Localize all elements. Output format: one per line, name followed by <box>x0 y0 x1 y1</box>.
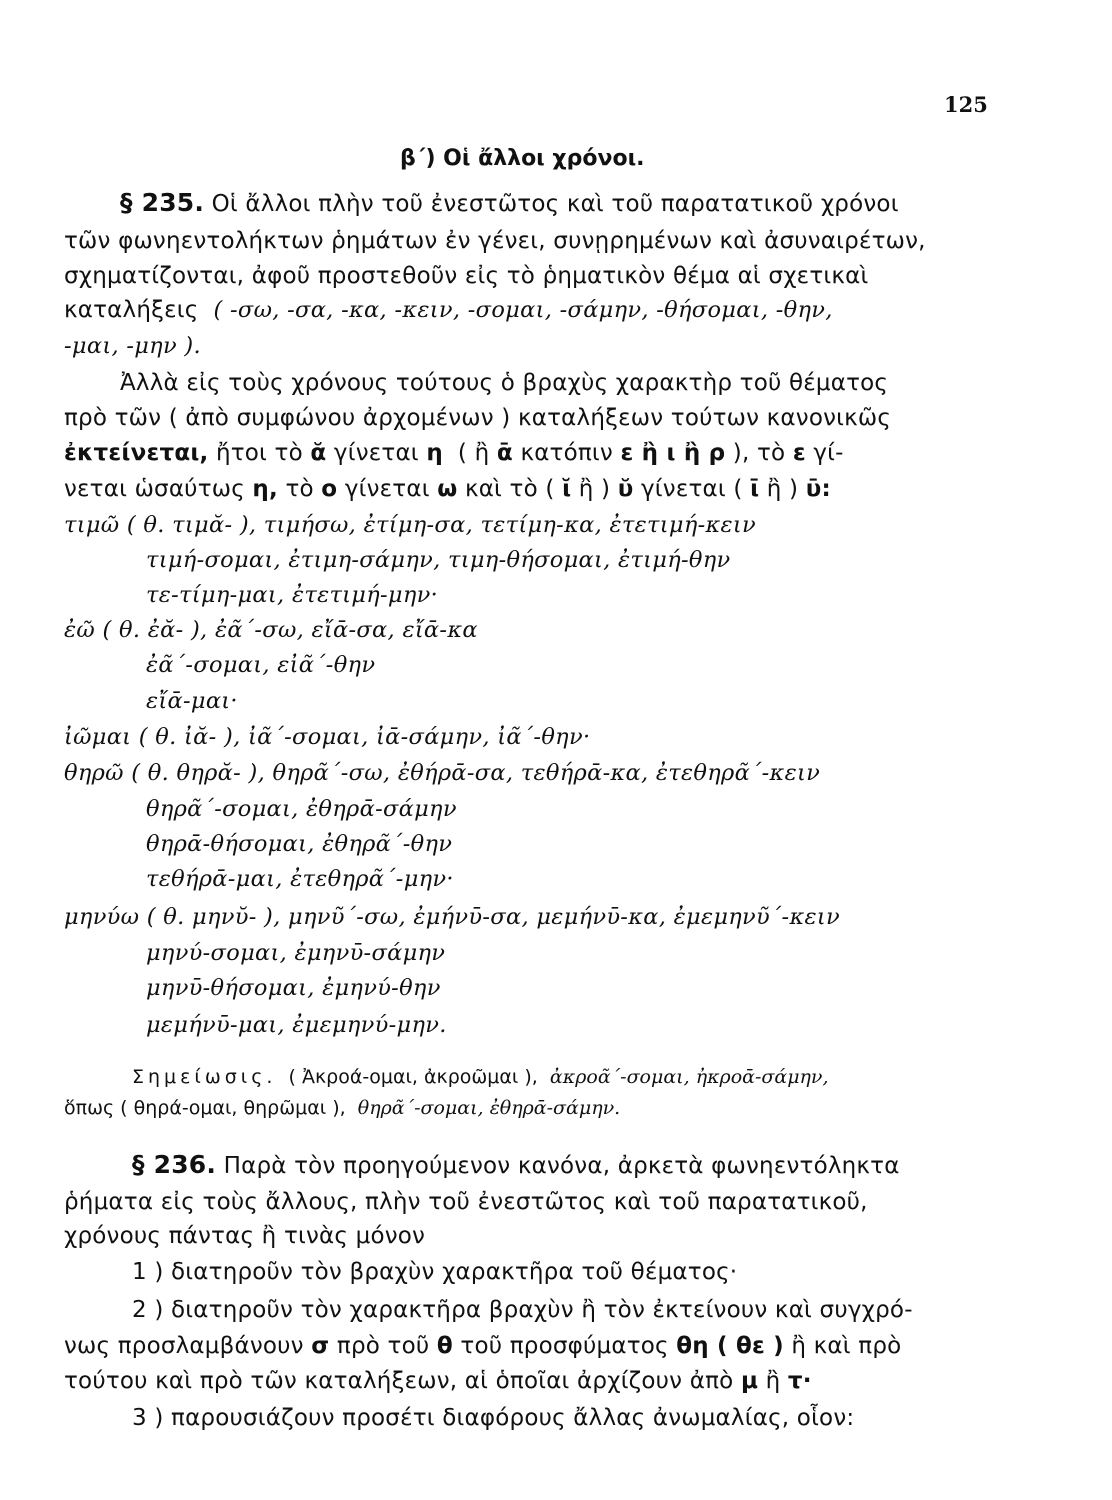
p235-line-7: πρὸ τῶν ( ἀπὸ συμφώνου ἀρχομένων ) καταλήξεων τούτων κανονικῶς <box>64 405 892 431</box>
p235-line-4: καταλήξεις ( -σω, -σα, -κα, -κειν, -σομαι, -σάμην, -θήσομαι, -θην, <box>64 297 833 323</box>
p235-line-6: Ἀλλὰ εἰς τοὺς χρόνους τούτους ὁ βραχὺς χαρακτὴρ τοῦ θέματος <box>120 370 889 396</box>
paradigm-line: μηνύω ( θ. μηνῠ- ), μηνῦ΄-σω, ἐμήνῡ-σα, μεμήνῡ-κα, ἐμεμηνῦ΄-κειν <box>64 904 840 930</box>
note-line-2: ὅπως ( θηρά-ομαι, θηρῶμαι ), θηρᾶ΄-σομαι, ἐθηρᾱ-σάμην. <box>64 1097 621 1119</box>
page-number: 125 <box>944 92 988 117</box>
paradigm-line: τεθήρᾱ-μαι, ἐτεθηρᾶ΄-μην· <box>146 866 454 892</box>
p235-line-5: -μαι, -μην ). <box>64 333 201 359</box>
p235-line-8: ἐκτείνεται, ἤτοι τὸ ᾰ γίνεται η ( ἢ ᾱ κατόπιν ε ἢ ι ἢ ρ ), τὸ ε γί- <box>64 440 844 466</box>
paradigm-line: ἐῶ ( θ. ἐᾰ- ), ἐᾶ΄-σω, εἴᾱ-σα, εἴᾱ-κα <box>64 617 478 643</box>
p235-line-1: § 235. Οἱ ἄλλοι πλὴν τοῦ ἐνεστῶτος καὶ τοῦ παρατατικοῦ χρόνοι <box>120 188 899 217</box>
p236-line-3: χρόνους πάντας ἢ τινὰς μόνον <box>64 1223 426 1249</box>
paradigm-line: μεμήνῡ-μαι, ἐμεμηνύ-μην. <box>146 1012 447 1038</box>
note-line-1: Σημείωσις. ( Ἀκροά-ομαι, ἀκροῶμαι ), ἀκροᾶ΄-σομαι, ἠκροᾱ-σάμην, <box>132 1066 829 1088</box>
section-title: β΄) Οἱ ἄλλοι χρόνοι. <box>400 146 645 171</box>
p236-item-2-line-1: 2 ) διατηροῦν τὸν χαρακτῆρα βραχὺν ἢ τὸν ἐκτείνουν καὶ συγχρό- <box>132 1297 913 1323</box>
paradigm-line: ἰῶμαι ( θ. ἰᾰ- ), ἰᾶ΄-σομαι, ἰᾱ-σάμην, ἰᾶ΄-θην· <box>64 724 591 750</box>
paradigm-line: τιμή-σομαι, ἐτιμη-σάμην, τιμη-θήσομαι, ἐτιμή-θην <box>146 547 731 573</box>
paradigm-line: εἴᾱ-μαι· <box>146 688 238 714</box>
p235-line-2: τῶν φωνηεντολήκτων ῥημάτων ἐν γένει, συνῃρημένων καὶ ἀσυναιρέτων, <box>64 228 926 254</box>
note-label: Σημείωσις. <box>132 1066 277 1088</box>
p236-line-1: § 236. Παρὰ τὸν προηγούμενον κανόνα, ἀρκετὰ φωνηεντόληκτα <box>132 1150 900 1179</box>
paradigm-line: μηνῡ-θήσομαι, ἐμηνύ-θην <box>146 975 441 1001</box>
p236-item-1: 1 ) διατηροῦν τὸν βραχὺν χαρακτῆρα τοῦ θέματος· <box>132 1259 738 1285</box>
paradigm-line: τιμῶ ( θ. τιμᾰ- ), τιμήσω, ἐτίμη-σα, τετίμη-κα, ἐτετιμή-κειν <box>64 512 757 538</box>
section-number-235: § 235. <box>120 188 205 217</box>
p236-item-2-line-3: τούτου καὶ πρὸ τῶν καταλήξεων, αἱ ὁποῖαι ἀρχίζουν ἀπὸ μ ἢ τ· <box>64 1368 812 1394</box>
section-number-236: § 236. <box>132 1150 217 1179</box>
paradigm-line: θηρῶ ( θ. θηρᾰ- ), θηρᾶ΄-σω, ἐθήρᾱ-σα, τεθήρᾱ-κα, ἐτεθηρᾶ΄-κειν <box>64 760 821 786</box>
p236-item-3: 3 ) παρουσιάζουν προσέτι διαφόρους ἄλλας ἀνωμαλίας, οἷον: <box>132 1405 855 1431</box>
paradigm-line: τε-τίμη-μαι, ἐτετιμή-μην· <box>146 582 439 608</box>
paradigm-line: θηρᾶ΄-σομαι, ἐθηρᾱ-σάμην <box>146 796 457 822</box>
paradigm-line: θηρᾱ-θήσομαι, ἐθηρᾶ΄-θην <box>146 831 453 857</box>
paradigm-line: ἐᾶ΄-σομαι, εἰᾶ΄-θην <box>146 652 376 678</box>
p236-item-2-line-2: νως προσλαμβάνουν σ πρὸ τοῦ θ τοῦ προσφύματος θη ( θε ) ἢ καὶ πρὸ <box>64 1333 902 1359</box>
p236-line-2: ῥήματα εἰς τοὺς ἄλλους, πλὴν τοῦ ἐνεστῶτος καὶ τοῦ παρατατικοῦ, <box>64 1189 868 1215</box>
paradigm-line: μηνύ-σομαι, ἐμηνῡ-σάμην <box>146 940 446 966</box>
p235-line-9: νεται ὡσαύτως η, τὸ ο γίνεται ω καὶ τὸ ( ῐ ἢ ) ῠ γίνεται ( ῑ ἢ ) ῡ: <box>64 476 831 502</box>
p235-line-3: σχηματίζονται, ἀφοῦ προστεθοῦν εἰς τὸ ῥηματικὸν θέμα αἱ σχετικαὶ <box>64 263 869 289</box>
